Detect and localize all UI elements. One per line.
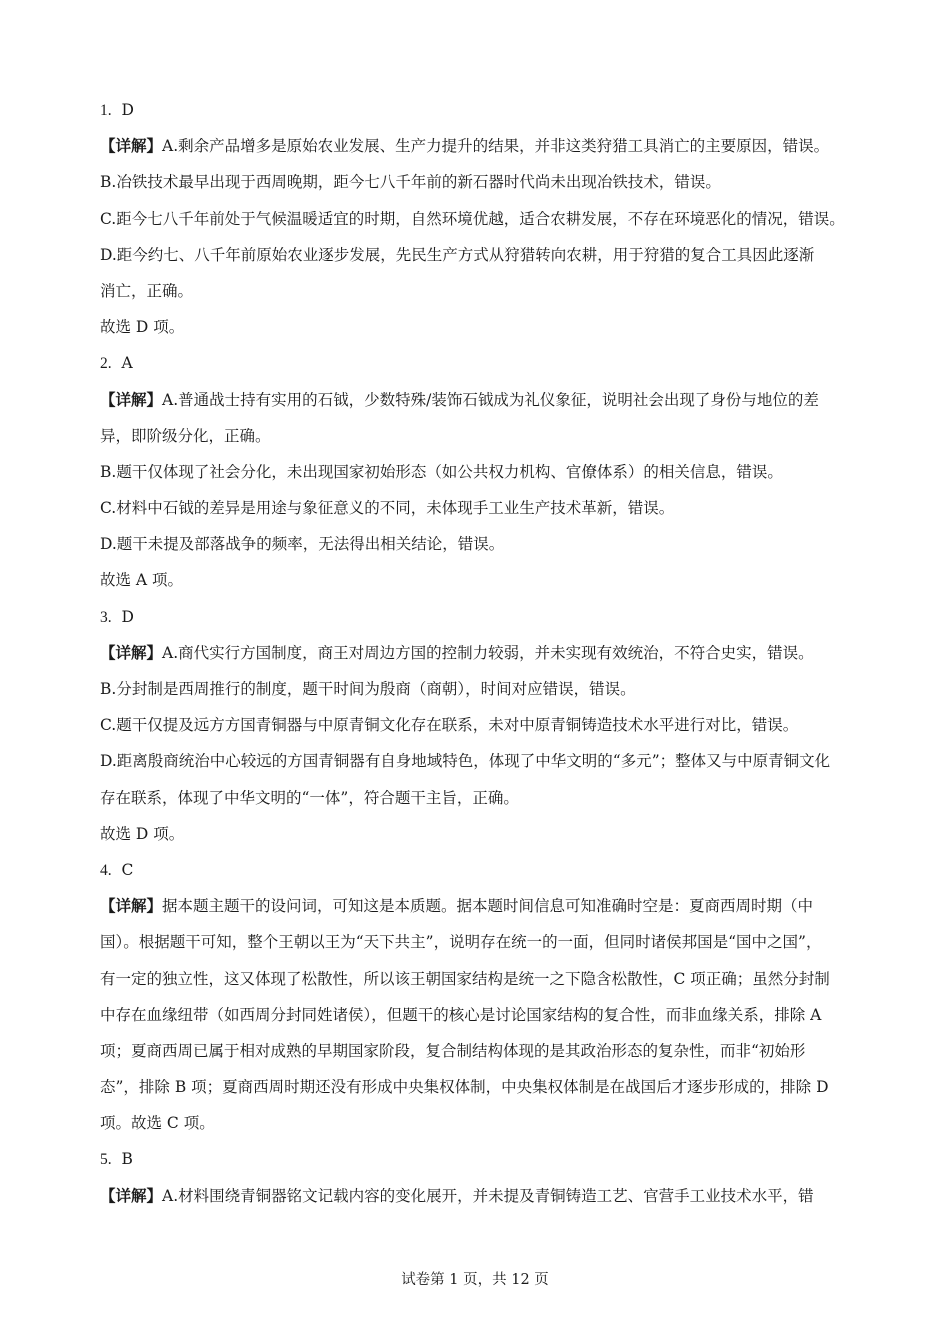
conclusion-line: 故选 D 项。 <box>100 824 185 843</box>
detail-tag: 【详解】 <box>100 136 163 156</box>
conclusion-line: 故选 A 项。 <box>100 571 184 590</box>
conclusion-line: 项。故选 C 项。 <box>100 1114 215 1133</box>
question-number: 2. <box>100 355 112 373</box>
explanation-text: A.普通战士持有实用的石钺，少数特殊/装饰石钺成为礼仪象征，说明社会出现了身份与地位的差 <box>162 390 819 409</box>
explanation-text: A.商代实行方国制度，商王对周边方国的控制力较弱，并未实现有效统治，不符合史实，错误。 <box>162 643 814 662</box>
explanation-line <box>100 128 860 164</box>
explanation-text: A.剩余产品增多是原始农业发展、生产力提升的结果，并非这类狩猎工具消亡的主要原因，错误。 <box>162 137 830 156</box>
question-header <box>100 1141 860 1177</box>
question-answer: B <box>121 1150 133 1169</box>
question-header <box>100 92 860 128</box>
page-footer: 试卷第 1 页，共 12 页 <box>401 1272 549 1288</box>
explanation-line: B.题干仅体现了社会分化，未出现国家初始形态（如公共权力机构、官僚体系）的相关信息，错误。 <box>100 462 783 481</box>
question-answer: D <box>121 101 134 119</box>
detail-tag: 【详解】 <box>100 642 163 662</box>
explanation-line: 中存在血缘纽带（如西周分封同姓诸侯），但题干的核心是讨论国家结构的复合性，而非血缘关系，排除 A <box>100 1005 822 1024</box>
explanation-line: 态”，排除 B 项；夏商西周时期还没有形成中央集权体制，中央集权体制是在战国后才逐步形成的，排除 D <box>100 1078 829 1097</box>
question-answer: A <box>121 354 133 373</box>
explanation-line: 消亡，正确。 <box>100 281 194 300</box>
question-header <box>100 599 860 635</box>
explanation-line: D.距离殷商统治中心较远的方国青铜器有自身地域特色，体现了中华文明的“多元”；整体又与中原青铜文化 <box>100 752 831 771</box>
explanation-text: 据本题主题干的设问词，可知这是本质题。据本题时间信息可知准确时空是：夏商西周时期（中 <box>162 897 814 916</box>
explanation-line: C.材料中石钺的差异是用途与象征意义的不同，未体现手工业生产技术革新，错误。 <box>100 499 675 518</box>
explanation-line: C.题干仅提及远方方国青铜器与中原青铜文化存在联系，未对中原青铜铸造技术水平进行对比，错误。 <box>100 716 799 735</box>
explanation-text: A.材料围绕青铜器铭文记载内容的变化展开，并未提及青铜铸造工艺、官营手工业技术水平，错 <box>162 1186 814 1205</box>
explanation-line <box>100 382 860 418</box>
explanation-line: 有一定的独立性，这又体现了松散性，所以该王朝国家结构是统一之下隐含松散性，C 项正确；虽然分封制 <box>100 969 830 988</box>
explanation-line: 异，即阶级分化，正确。 <box>100 426 271 445</box>
question-answer: C <box>121 860 134 879</box>
detail-tag: 【详解】 <box>100 896 163 916</box>
explanation-line: B.冶铁技术最早出现于西周晚期，距今七八千年前的新石器时代尚未出现冶铁技术，错误。 <box>100 173 721 192</box>
answer-sheet <box>100 92 860 1214</box>
explanation-line <box>100 888 860 924</box>
explanation-line: 存在联系，体现了中华文明的“一体”，符合题干主旨，正确。 <box>100 788 519 807</box>
question-header <box>100 345 860 381</box>
explanation-line: C.距今七八千年前处于气候温暖适宜的时期，自然环境优越，适合农耕发展，不存在环境恶化的情况，错误。 <box>100 209 845 228</box>
explanation-line: 国）。根据题干可知，整个王朝以王为“天下共主”，说明存在统一的一面，但同时诸侯邦国是“国中之国”， <box>100 933 822 952</box>
question-number: 5. <box>100 1151 112 1169</box>
explanation-line: D.题干未提及部落战争的频率，无法得出相关结论，错误。 <box>100 535 505 554</box>
explanation-line: 项；夏商西周已属于相对成熟的早期国家阶段，复合制结构体现的是其政治形态的复杂性，而非“初始形 <box>100 1041 806 1060</box>
explanation-line: D.距今约七、八千年前原始农业逐步发展，先民生产方式从狩猎转向农耕，用于狩猎的复合工具因此逐渐 <box>100 245 815 264</box>
question-number: 4. <box>100 861 112 879</box>
explanation-line <box>100 635 860 671</box>
detail-tag: 【详解】 <box>100 1185 163 1205</box>
question-answer: D <box>121 607 134 626</box>
question-header <box>100 852 860 888</box>
detail-tag: 【详解】 <box>100 389 163 409</box>
explanation-line <box>100 1178 860 1214</box>
question-number: 3. <box>100 608 112 626</box>
question-number: 1. <box>100 102 112 119</box>
conclusion-line: 故选 D 项。 <box>100 318 185 337</box>
explanation-line: B.分封制是西周推行的制度，题干时间为殷商（商朝），时间对应错误，错误。 <box>100 680 636 698</box>
